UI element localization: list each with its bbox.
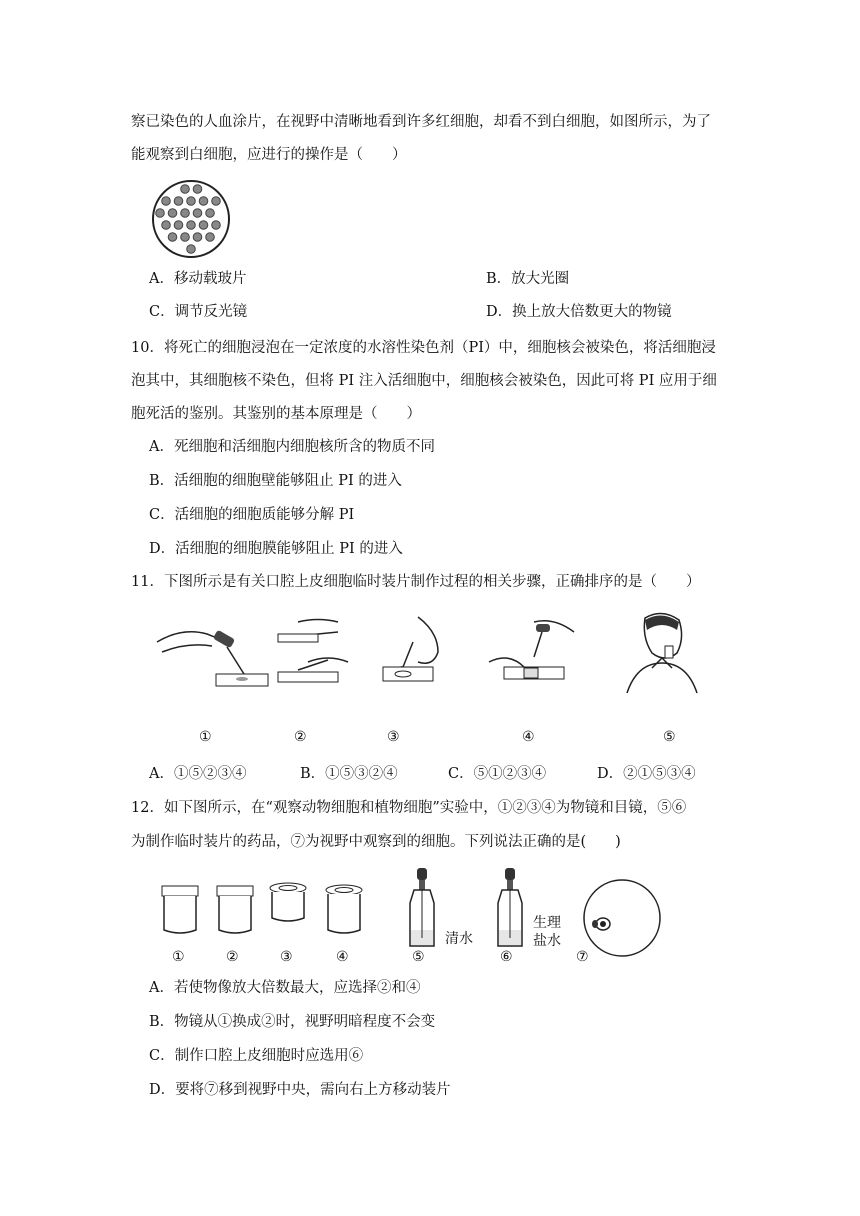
- red-blood-cell: [199, 221, 208, 230]
- q11-figure-label-2: ②: [294, 729, 307, 745]
- q12-lens-1-figure: [160, 880, 200, 940]
- q9-text-line-2: 能观察到白细胞，应进行的操作是（ ）: [131, 147, 407, 163]
- q12-option-b[interactable]: B．物镜从①换成②时，视野明暗程度不会变: [149, 1014, 436, 1030]
- q10-text-line-3: 胞死活的鉴别。其鉴别的基本原理是（ ）: [131, 406, 421, 422]
- red-blood-cell: [187, 221, 196, 230]
- q12-figure-label-5: ⑤: [412, 949, 425, 965]
- q11-step-4-stain-figure: [484, 612, 594, 692]
- red-blood-cell: [193, 209, 202, 218]
- q12-lens-4-figure: [324, 878, 364, 938]
- q12-figure-label-1: ①: [172, 949, 185, 965]
- q12-option-d[interactable]: D．要将⑦移到视野中央，需向右上方移动装片: [149, 1082, 451, 1098]
- q10-option-b[interactable]: B．活细胞的细胞壁能够阻止 PI 的进入: [149, 473, 402, 489]
- q10-text-line-1: 10．将死亡的细胞浸泡在一定浓度的水溶性染色剂（PI）中，细胞核会被染色，将活细胞浸: [131, 340, 716, 356]
- red-blood-cell: [174, 197, 183, 206]
- q9-option-a[interactable]: A．移动载玻片: [149, 271, 247, 287]
- q11-figure-label-5: ⑤: [663, 729, 676, 745]
- q10-text-line-2: 泡其中，其细胞核不染色，但将 PI 注入活细胞中，细胞核会被染色，因此可将 PI 应用于细: [131, 373, 717, 389]
- reagent-6-label-line-2: 盐水: [533, 933, 561, 949]
- q10-option-a[interactable]: A．死细胞和活细胞内细胞核所含的物质不同: [149, 439, 435, 455]
- red-blood-cell: [187, 197, 196, 206]
- q12-dropper-bottle-5-figure: [402, 868, 442, 948]
- red-blood-cell: [193, 185, 202, 194]
- blood-smear-figure: [151, 179, 231, 259]
- q11-figure-label-4: ④: [522, 729, 535, 745]
- red-blood-cell: [174, 221, 183, 230]
- red-blood-cell: [212, 197, 221, 206]
- red-blood-cell: [162, 197, 171, 206]
- q12-option-c[interactable]: C．制作口腔上皮细胞时应选用⑥: [149, 1048, 364, 1064]
- q12-field-of-view-figure: [582, 878, 662, 958]
- q12-lens-3-figure: [268, 878, 308, 938]
- red-blood-cell: [206, 233, 215, 242]
- red-blood-cell: [168, 233, 177, 242]
- red-blood-cell: [206, 209, 215, 218]
- q11-step-5-rinse-mouth-figure: [617, 608, 707, 698]
- red-blood-cell: [187, 245, 196, 254]
- q12-figure-label-2: ②: [226, 949, 239, 965]
- red-blood-cell: [156, 209, 165, 218]
- q11-option-d[interactable]: D．②①⑤③④: [597, 766, 696, 782]
- red-blood-cell: [181, 233, 190, 242]
- red-blood-cell: [168, 209, 177, 218]
- q12-option-a[interactable]: A．若使物像放大倍数最大，应选择②和④: [149, 980, 421, 996]
- q11-step-1-dropper-figure: [152, 612, 272, 692]
- q12-figure-label-6: ⑥: [500, 949, 513, 965]
- reagent-6-label-line-1: 生理: [533, 915, 561, 931]
- red-blood-cell: [181, 185, 190, 194]
- q11-figure-label-1: ①: [199, 729, 212, 745]
- q12-figure-label-4: ④: [336, 949, 349, 965]
- q11-figure-label-3: ③: [387, 729, 400, 745]
- q12-text-line-1: 12．如下图所示，在“观察动物细胞和植物细胞”实验中，①②③④为物镜和目镜，⑤⑥: [131, 800, 687, 816]
- q11-step-3-swab-figure: [378, 612, 468, 692]
- q10-option-d[interactable]: D．活细胞的细胞膜能够阻止 PI 的进入: [149, 541, 403, 557]
- q9-option-c[interactable]: C．调节反光镜: [149, 304, 248, 320]
- q9-text-line-1: 察已染色的人血涂片，在视野中清晰地看到许多红细胞，却看不到白细胞，如图所示，为了: [131, 114, 711, 130]
- q12-figure-label-3: ③: [280, 949, 293, 965]
- q11-step-2-coverslip-figure: [268, 612, 358, 692]
- red-blood-cell: [181, 209, 190, 218]
- q11-option-b[interactable]: B．①⑤③②④: [300, 766, 398, 782]
- q9-option-d[interactable]: D．换上放大倍数更大的物镜: [486, 304, 672, 320]
- q11-text-line-1: 11．下图所示是有关口腔上皮细胞临时装片制作过程的相关步骤，正确排序的是（ ）: [131, 574, 701, 590]
- red-blood-cell: [162, 221, 171, 230]
- q10-option-c[interactable]: C．活细胞的细胞质能够分解 PI: [149, 507, 355, 523]
- red-blood-cell: [193, 233, 202, 242]
- q12-dropper-bottle-6-figure: [490, 868, 530, 948]
- q9-option-b[interactable]: B．放大光圈: [486, 271, 570, 287]
- q12-figure-label-7: ⑦: [576, 949, 589, 965]
- q11-option-c[interactable]: C．⑤①②③④: [448, 766, 547, 782]
- red-blood-cell: [199, 197, 208, 206]
- red-blood-cell: [212, 221, 221, 230]
- q12-lens-2-figure: [215, 880, 255, 940]
- q12-text-line-2: 为制作临时装片的药品，⑦为视野中观察到的细胞。下列说法正确的是( ): [131, 834, 621, 850]
- reagent-5-label: 清水: [445, 931, 473, 947]
- q11-option-a[interactable]: A．①⑤②③④: [149, 766, 247, 782]
